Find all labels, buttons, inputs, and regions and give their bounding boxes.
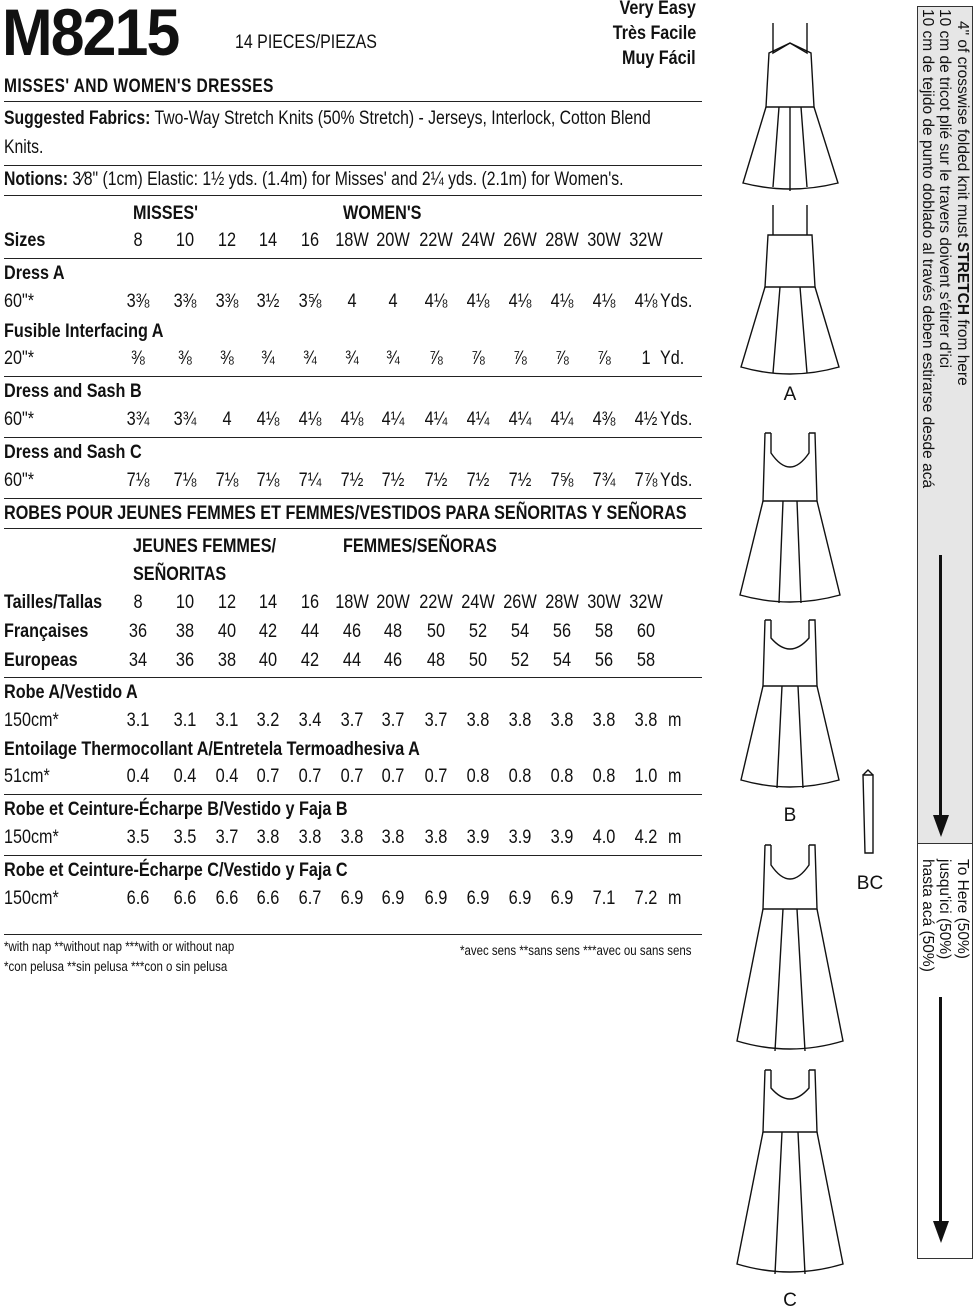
francaises-label: Françaises <box>4 621 89 642</box>
table-cell: 46 <box>383 650 403 671</box>
table-cell: 4⅛ <box>466 291 490 312</box>
group-senoritas: SEÑORITAS <box>133 563 227 585</box>
francaises-row <box>0 621 700 647</box>
table-cell: 18W <box>335 592 369 613</box>
divider <box>4 677 702 678</box>
table-cell: 58 <box>594 621 614 642</box>
table-cell: 7⅞ <box>634 470 658 491</box>
table-cell: 3⅝ <box>298 291 322 312</box>
sizes-row <box>0 230 700 256</box>
table-cell: 30W <box>587 592 621 613</box>
unit: Yds. <box>660 409 693 430</box>
table-cell: 4⅛ <box>508 291 532 312</box>
table-cell: 8 <box>133 592 143 613</box>
table-cell: 7.2 <box>634 888 658 909</box>
fabrics-text-cont: Knits. <box>4 137 44 158</box>
divider <box>4 855 702 856</box>
table-cell: 4¼ <box>424 409 448 430</box>
table-cell: 3.4 <box>298 710 322 731</box>
difficulty-es: Muy Fácil <box>622 48 696 69</box>
stretch-arrow-line <box>939 555 942 823</box>
europeas-row <box>0 650 700 676</box>
table-cell: 4¼ <box>550 409 574 430</box>
meterage-row <box>0 710 700 736</box>
fabric-width: 51cm* <box>4 766 50 787</box>
table-cell: 7⅝ <box>550 470 574 491</box>
table-cell: 3.9 <box>466 827 490 848</box>
difficulty-en: Very Easy <box>619 0 696 19</box>
table-cell: 3.1 <box>126 710 150 731</box>
yardage-row <box>0 348 700 374</box>
gauge-text-en-pre: 4" of crosswise folded knit must <box>954 21 971 242</box>
dress-a-back-drawing <box>741 205 839 374</box>
table-cell: 42 <box>258 621 278 642</box>
gauge-text-fr: 10 cm de tricot plié sur le travers doivent s'étirer d'ici <box>936 9 953 369</box>
table-cell: 0.7 <box>424 766 448 787</box>
table-cell: 7½ <box>424 470 448 491</box>
fabric-width: 60"* <box>4 409 34 430</box>
table-cell: 0.7 <box>256 766 280 787</box>
fabrics-line <box>4 108 651 130</box>
gauge-text-en <box>953 21 971 386</box>
table-cell: 7½ <box>508 470 532 491</box>
table-cell: 3.7 <box>381 710 405 731</box>
table-cell: 50 <box>426 621 446 642</box>
table-cell: 3.8 <box>424 827 448 848</box>
table-cell: 3⅜ <box>215 291 239 312</box>
view-label-bc: BC <box>856 873 884 894</box>
table-cell: 28W <box>545 230 579 251</box>
table-cell: 6.9 <box>340 888 364 909</box>
table-cell: 3⅜ <box>126 291 150 312</box>
table-cell: 12 <box>217 230 237 251</box>
table-cell: 7½ <box>340 470 364 491</box>
table-cell: 7¼ <box>298 470 322 491</box>
divider <box>4 498 702 499</box>
fabrics-text: Two-Way Stretch Knits (50% Stretch) - Jerseys, Interlock, Cotton Blend <box>154 108 651 129</box>
table-cell: ¾ <box>303 348 317 369</box>
table-cell: 12 <box>217 592 237 613</box>
table-cell: 3¾ <box>173 409 197 430</box>
footnote-english: *with nap **without nap ***with or without nap <box>4 939 235 954</box>
table-cell: 3.8 <box>550 710 574 731</box>
table-cell: 6.6 <box>173 888 197 909</box>
section-title: Entoilage Thermocollant A/Entretela Termoadhesiva A <box>4 738 420 760</box>
table-cell: 4¼ <box>508 409 532 430</box>
table-cell: ¾ <box>261 348 275 369</box>
table-cell: 3.8 <box>466 710 490 731</box>
table-cell: ⅞ <box>471 348 485 369</box>
view-label-c: C <box>783 1290 797 1311</box>
table-cell: 3.8 <box>298 827 322 848</box>
page-title: MISSES' AND WOMEN'S DRESSES <box>4 76 274 97</box>
meterage-row <box>0 827 700 853</box>
table-cell: 7¾ <box>592 470 616 491</box>
table-cell: 40 <box>258 650 278 671</box>
table-cell: 7.1 <box>592 888 616 909</box>
yardage-row <box>0 291 700 317</box>
table-cell: 3.7 <box>215 827 239 848</box>
table-cell: 3.2 <box>256 710 280 731</box>
meterage-row <box>0 888 700 914</box>
table-cell: 60 <box>636 621 656 642</box>
section-title: Dress and Sash B <box>4 380 142 402</box>
table-cell: 36 <box>175 650 195 671</box>
table-cell: 3.8 <box>381 827 405 848</box>
table-cell: 32W <box>629 592 663 613</box>
table-cell: 24W <box>461 230 495 251</box>
dress-illustrations <box>735 15 900 1310</box>
sash-drawing <box>863 770 873 853</box>
table-cell: 0.4 <box>173 766 197 787</box>
table-cell: 6.9 <box>550 888 574 909</box>
section-title: Dress A <box>4 262 65 284</box>
table-cell: 3.1 <box>173 710 197 731</box>
table-cell: 0.8 <box>550 766 574 787</box>
table-cell: 44 <box>300 621 320 642</box>
fr-es-title: ROBES POUR JEUNES FEMMES ET FEMMES/VESTIDOS PARA SEÑORITAS Y SEÑORAS <box>4 502 687 524</box>
table-cell: 14 <box>258 592 278 613</box>
table-cell: 0.8 <box>466 766 490 787</box>
table-cell: ⅞ <box>597 348 611 369</box>
table-cell: 36 <box>128 621 148 642</box>
unit: Yds. <box>660 470 693 491</box>
table-cell: 0.4 <box>215 766 239 787</box>
table-cell: 3.9 <box>550 827 574 848</box>
table-cell: 3.7 <box>340 710 364 731</box>
table-cell: ¾ <box>386 348 400 369</box>
europeas-label: Europeas <box>4 650 78 671</box>
table-cell: 58 <box>636 650 656 671</box>
table-cell: 10 <box>175 230 195 251</box>
table-cell: 4 <box>222 409 232 430</box>
footnote-spanish: *con pelusa **sin pelusa ***con o sin pelusa <box>4 959 228 974</box>
table-cell: ⅜ <box>220 348 234 369</box>
dress-b-back-drawing <box>741 620 839 788</box>
table-cell: 52 <box>510 650 530 671</box>
table-cell: 4⅛ <box>424 291 448 312</box>
stretch-gauge-start-zone <box>918 7 972 844</box>
table-cell: 46 <box>342 621 362 642</box>
fabric-width: 20"* <box>4 348 34 369</box>
table-cell: 26W <box>503 592 537 613</box>
table-cell: 24W <box>461 592 495 613</box>
table-cell: 1 <box>641 348 651 369</box>
section-title: Robe A/Vestido A <box>4 681 138 703</box>
table-cell: ⅜ <box>131 348 145 369</box>
unit: Yd. <box>660 348 685 369</box>
table-cell: 6.6 <box>126 888 150 909</box>
table-cell: 0.7 <box>298 766 322 787</box>
unit: m <box>668 888 682 909</box>
divider <box>4 794 702 795</box>
table-cell: 54 <box>552 650 572 671</box>
group-femmes: FEMMES/SEÑORAS <box>343 535 497 557</box>
gauge-text-en-bold: STRETCH <box>954 241 971 316</box>
divider <box>4 165 702 166</box>
table-cell: 26W <box>503 230 537 251</box>
gauge-text-en-post: from here <box>954 315 971 386</box>
here-arrow-line <box>939 997 942 1227</box>
view-label-a: A <box>783 384 797 405</box>
pattern-number: M8215 <box>2 0 179 69</box>
table-cell: 4⅛ <box>340 409 364 430</box>
tailles-row <box>0 592 700 618</box>
table-cell: 40 <box>217 621 237 642</box>
table-cell: 4¼ <box>466 409 490 430</box>
table-cell: 56 <box>594 650 614 671</box>
table-cell: ⅞ <box>555 348 569 369</box>
table-cell: 7⅛ <box>126 470 150 491</box>
table-cell: 3.1 <box>215 710 239 731</box>
divider <box>4 101 702 102</box>
table-cell: 3.8 <box>592 710 616 731</box>
difficulty-fr: Très Facile <box>612 23 696 44</box>
table-cell: 42 <box>300 650 320 671</box>
footnote-french: *avec sens **sans sens ***avec ou sans sens <box>460 943 692 958</box>
table-cell: 4 <box>388 291 398 312</box>
dress-b-front-drawing <box>740 433 840 603</box>
table-cell: 3.7 <box>424 710 448 731</box>
table-cell: 4½ <box>634 409 658 430</box>
table-cell: 7⅛ <box>215 470 239 491</box>
gauge-bottom-es: hasta acá (50%) <box>919 859 936 972</box>
table-cell: ¾ <box>345 348 359 369</box>
gauge-text-es: 10 cm de tejido de punto doblado al través deben estirarse desde acá <box>919 9 936 489</box>
unit: m <box>668 710 682 731</box>
table-cell: 0.8 <box>592 766 616 787</box>
table-cell: 22W <box>419 230 453 251</box>
table-cell: 34 <box>128 650 148 671</box>
section-title: Fusible Interfacing A <box>4 320 164 342</box>
table-cell: 48 <box>383 621 403 642</box>
section-title: Robe et Ceinture-Écharpe B/Vestido y Faja B <box>4 798 348 820</box>
table-cell: 56 <box>552 621 572 642</box>
table-cell: 4⅛ <box>550 291 574 312</box>
table-cell: ⅞ <box>513 348 527 369</box>
table-cell: 1.0 <box>634 766 658 787</box>
table-cell: 44 <box>342 650 362 671</box>
fabric-width: 150cm* <box>4 888 59 909</box>
table-cell: 4¼ <box>381 409 405 430</box>
view-label-b: B <box>783 805 797 826</box>
table-cell: 0.7 <box>340 766 364 787</box>
stretch-gauge <box>917 6 973 1259</box>
table-cell: ⅞ <box>429 348 443 369</box>
table-cell: 6.9 <box>466 888 490 909</box>
section-title: Dress and Sash C <box>4 441 142 463</box>
tailles-label: Tailles/Tallas <box>4 592 103 613</box>
table-cell: 4⅛ <box>634 291 658 312</box>
dress-c-back-drawing <box>737 1070 843 1274</box>
stretch-arrow-head <box>933 815 949 837</box>
section-title: Robe et Ceinture-Écharpe C/Vestido y Faja C <box>4 859 348 881</box>
table-cell: 20W <box>376 230 410 251</box>
dress-c-front-drawing <box>737 845 843 1051</box>
table-cell: 3.5 <box>126 827 150 848</box>
table-cell: 22W <box>419 592 453 613</box>
table-cell: 7⅛ <box>173 470 197 491</box>
unit: m <box>668 766 682 787</box>
table-cell: 3½ <box>256 291 280 312</box>
table-cell: 4⅜ <box>592 409 616 430</box>
yardage-row <box>0 470 700 496</box>
fabric-width: 60"* <box>4 291 34 312</box>
table-cell: 4.2 <box>634 827 658 848</box>
table-cell: 4⅛ <box>592 291 616 312</box>
divider <box>4 528 702 529</box>
fabrics-label: Suggested Fabrics: <box>4 108 151 129</box>
group-misses: MISSES' <box>133 202 199 224</box>
table-cell: 7⅛ <box>256 470 280 491</box>
table-cell: 52 <box>468 621 488 642</box>
table-cell: 6.6 <box>256 888 280 909</box>
table-cell: 28W <box>545 592 579 613</box>
sizes-label: Sizes <box>4 230 46 251</box>
here-arrow-head <box>933 1221 949 1243</box>
table-cell: 16 <box>300 592 320 613</box>
table-cell: 50 <box>468 650 488 671</box>
fabric-width: 60"* <box>4 470 34 491</box>
table-cell: ⅜ <box>178 348 192 369</box>
notions-line <box>4 169 624 191</box>
table-cell: 54 <box>510 621 530 642</box>
table-cell: 6.9 <box>508 888 532 909</box>
table-cell: 14 <box>258 230 278 251</box>
group-jeunes: JEUNES FEMMES/ <box>133 535 277 557</box>
table-cell: 4⅛ <box>256 409 280 430</box>
table-cell: 3¾ <box>126 409 150 430</box>
table-cell: 48 <box>426 650 446 671</box>
table-cell: 4.0 <box>592 827 616 848</box>
notions-text: 3⁄8" (1cm) Elastic: 1½ yds. (1.4m) for Misses' and 2¼ yds. (2.1m) for Women's. <box>72 169 624 190</box>
table-cell: 3⅜ <box>173 291 197 312</box>
table-cell: 3.8 <box>256 827 280 848</box>
table-cell: 0.7 <box>381 766 405 787</box>
table-cell: 3.8 <box>634 710 658 731</box>
table-cell: 6.9 <box>424 888 448 909</box>
table-cell: 3.8 <box>508 710 532 731</box>
fabric-width: 150cm* <box>4 827 59 848</box>
fabric-width: 150cm* <box>4 710 59 731</box>
table-cell: 8 <box>133 230 143 251</box>
divider <box>4 195 702 196</box>
table-cell: 38 <box>175 621 195 642</box>
table-cell: 4 <box>347 291 357 312</box>
table-cell: 7½ <box>466 470 490 491</box>
table-cell: 4⅛ <box>298 409 322 430</box>
meterage-row <box>0 766 700 792</box>
divider <box>4 934 702 935</box>
table-cell: 7½ <box>381 470 405 491</box>
table-cell: 32W <box>629 230 663 251</box>
table-cell: 0.8 <box>508 766 532 787</box>
table-cell: 6.9 <box>381 888 405 909</box>
divider <box>4 437 702 438</box>
table-cell: 38 <box>217 650 237 671</box>
divider <box>4 376 702 377</box>
gauge-bottom-fr: jusqu'ici (50%) <box>936 859 953 960</box>
notions-label: Notions: <box>4 169 68 190</box>
table-cell: 3.9 <box>508 827 532 848</box>
unit: Yds. <box>660 291 693 312</box>
table-cell: 3.8 <box>340 827 364 848</box>
table-cell: 6.7 <box>298 888 322 909</box>
table-cell: 10 <box>175 592 195 613</box>
table-cell: 6.6 <box>215 888 239 909</box>
piece-count: 14 PIECES/PIEZAS <box>235 32 377 53</box>
yardage-row <box>0 409 700 435</box>
table-cell: 18W <box>335 230 369 251</box>
table-cell: 3.5 <box>173 827 197 848</box>
unit: m <box>668 827 682 848</box>
dress-a-front-drawing <box>743 23 838 191</box>
table-cell: 16 <box>300 230 320 251</box>
group-women: WOMEN'S <box>343 202 422 224</box>
divider <box>4 258 702 259</box>
gauge-bottom-en: To Here (50%) <box>954 859 971 959</box>
table-cell: 20W <box>376 592 410 613</box>
table-cell: 0.4 <box>126 766 150 787</box>
table-cell: 30W <box>587 230 621 251</box>
